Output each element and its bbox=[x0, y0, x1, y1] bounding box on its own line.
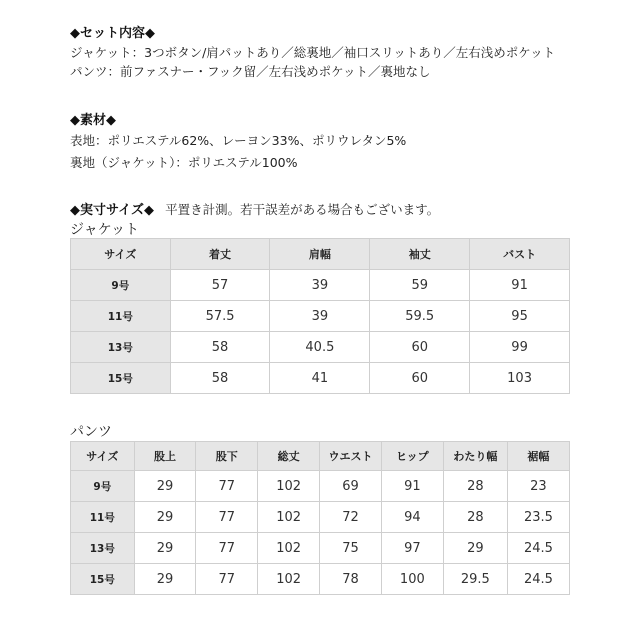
jacket-col-shoulder: 肩幅 bbox=[270, 239, 370, 270]
jacket-row-size: 13号 bbox=[71, 332, 171, 363]
table-row bbox=[71, 564, 570, 595]
pants-col-rise: 股上 bbox=[134, 442, 196, 471]
pants-cell: 78 bbox=[320, 564, 382, 595]
table-row bbox=[71, 332, 570, 363]
jacket-cell: 103 bbox=[470, 363, 570, 394]
pants-cell: 29 bbox=[134, 471, 196, 502]
pants-cell: 102 bbox=[258, 502, 320, 533]
jacket-cell: 57 bbox=[170, 270, 270, 301]
jacket-caption: ジャケット bbox=[70, 222, 140, 238]
pants-cell: 69 bbox=[320, 471, 382, 502]
jacket-cell: 95 bbox=[470, 301, 570, 332]
pants-cell: 28 bbox=[443, 471, 507, 502]
pants-col-size: サイズ bbox=[71, 442, 135, 471]
jacket-size-table bbox=[70, 238, 570, 394]
pants-cell: 102 bbox=[258, 471, 320, 502]
jacket-cell: 58 bbox=[170, 332, 270, 363]
pants-cell: 91 bbox=[381, 471, 443, 502]
pants-cell: 75 bbox=[320, 533, 382, 564]
set-line-jacket: ジャケット：3つボタン/肩パットあり／総裏地／袖口スリットあり／左右浅めポケット bbox=[70, 45, 556, 60]
jacket-col-length: 着丈 bbox=[170, 239, 270, 270]
material-heading: ◆素材◆ bbox=[70, 113, 116, 128]
pants-col-waist: ウエスト bbox=[320, 442, 382, 471]
pants-cell: 77 bbox=[196, 471, 258, 502]
jacket-cell: 41 bbox=[270, 363, 370, 394]
pants-col-total-length: 総丈 bbox=[258, 442, 320, 471]
pants-cell: 102 bbox=[258, 564, 320, 595]
pants-col-thigh: わたり幅 bbox=[443, 442, 507, 471]
pants-col-hip: ヒップ bbox=[381, 442, 443, 471]
jacket-cell: 60 bbox=[370, 332, 470, 363]
jacket-cell: 59 bbox=[370, 270, 470, 301]
pants-cell: 24.5 bbox=[507, 564, 569, 595]
jacket-cell: 99 bbox=[470, 332, 570, 363]
table-row bbox=[71, 363, 570, 394]
pants-header-row bbox=[71, 442, 570, 471]
pants-col-hem: 裾幅 bbox=[507, 442, 569, 471]
table-row bbox=[71, 301, 570, 332]
jacket-row-size: 9号 bbox=[71, 270, 171, 301]
jacket-col-size: サイズ bbox=[71, 239, 171, 270]
jacket-cell: 40.5 bbox=[270, 332, 370, 363]
pants-cell: 29 bbox=[443, 533, 507, 564]
pants-cell: 94 bbox=[381, 502, 443, 533]
pants-cell: 24.5 bbox=[507, 533, 569, 564]
size-note: 平置き計測。若干誤差がある場合もございます。 bbox=[165, 202, 440, 217]
table-row bbox=[71, 270, 570, 301]
pants-col-inseam: 股下 bbox=[196, 442, 258, 471]
pants-caption: パンツ bbox=[70, 424, 112, 440]
material-line-lining: 裏地（ジャケット）：ポリエステル100% bbox=[70, 155, 298, 170]
table-row bbox=[71, 471, 570, 502]
pants-cell: 102 bbox=[258, 533, 320, 564]
pants-cell: 77 bbox=[196, 564, 258, 595]
pants-cell: 72 bbox=[320, 502, 382, 533]
pants-row-size: 13号 bbox=[71, 533, 135, 564]
pants-row-size: 15号 bbox=[71, 564, 135, 595]
pants-cell: 23.5 bbox=[507, 502, 569, 533]
size-heading: ◆実寸サイズ◆ bbox=[70, 203, 154, 218]
jacket-cell: 91 bbox=[470, 270, 570, 301]
pants-cell: 100 bbox=[381, 564, 443, 595]
jacket-col-sleeve: 袖丈 bbox=[370, 239, 470, 270]
pants-cell: 97 bbox=[381, 533, 443, 564]
pants-cell: 29 bbox=[134, 533, 196, 564]
jacket-cell: 39 bbox=[270, 301, 370, 332]
jacket-cell: 60 bbox=[370, 363, 470, 394]
pants-cell: 77 bbox=[196, 533, 258, 564]
jacket-header-row bbox=[71, 239, 570, 270]
jacket-col-bust: バスト bbox=[470, 239, 570, 270]
pants-cell: 29.5 bbox=[443, 564, 507, 595]
jacket-cell: 39 bbox=[270, 270, 370, 301]
pants-row-size: 11号 bbox=[71, 502, 135, 533]
table-row bbox=[71, 533, 570, 564]
pants-cell: 29 bbox=[134, 502, 196, 533]
pants-cell: 28 bbox=[443, 502, 507, 533]
material-line-outer: 表地：ポリエステル62%、レーヨン33%、ポリウレタン5% bbox=[70, 133, 407, 148]
pants-cell: 29 bbox=[134, 564, 196, 595]
set-line-pants: パンツ：前ファスナー・フック留／左右浅めポケット／裏地なし bbox=[70, 64, 431, 79]
size-heading-row bbox=[70, 199, 439, 218]
jacket-cell: 59.5 bbox=[370, 301, 470, 332]
pants-size-table bbox=[70, 441, 570, 595]
jacket-cell: 58 bbox=[170, 363, 270, 394]
pants-cell: 77 bbox=[196, 502, 258, 533]
pants-cell: 23 bbox=[507, 471, 569, 502]
table-row bbox=[71, 502, 570, 533]
jacket-cell: 57.5 bbox=[170, 301, 270, 332]
jacket-row-size: 11号 bbox=[71, 301, 171, 332]
pants-row-size: 9号 bbox=[71, 471, 135, 502]
set-heading: ◆セット内容◆ bbox=[70, 26, 155, 41]
jacket-row-size: 15号 bbox=[71, 363, 171, 394]
